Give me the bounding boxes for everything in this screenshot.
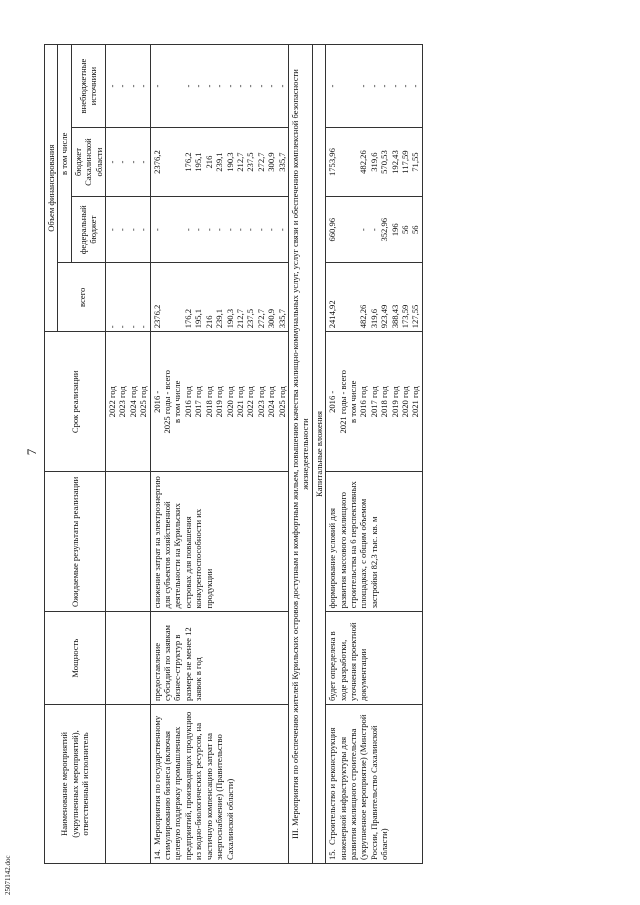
cell-line: 570,53 (379, 150, 390, 174)
header-name: Наименование мероприятий (укрупненных мероприятий), ответственный исполнитель (45, 704, 106, 863)
cell-line: - (389, 84, 400, 88)
table-row-continuation (106, 45, 151, 864)
cell-line: 117,59 (400, 150, 410, 174)
cell-line: - (400, 84, 410, 88)
cell-line: 216 (203, 315, 214, 329)
row15-power: будет определена в ходе разработки, уточнения проектной документации (326, 612, 423, 705)
cell-line (172, 131, 182, 193)
cell-line: - (266, 84, 277, 88)
cell-line: - (117, 325, 128, 329)
cell-line (172, 266, 182, 328)
cell-line: 195,1 (193, 308, 204, 329)
cell-line: - (107, 325, 118, 329)
cell-line: - (151, 228, 162, 232)
cell-line: 2025 год (276, 386, 287, 418)
cell-line: 56 (410, 225, 421, 235)
table-row-15 (326, 45, 423, 864)
cell-line: - (255, 228, 266, 232)
cell-line: 2019 год (389, 386, 400, 418)
cell-line (338, 131, 348, 193)
cell-line: 335,7 (276, 152, 287, 172)
cell-line: 190,3 (224, 308, 235, 329)
cell-line: - (214, 84, 225, 88)
cell-line: - (182, 84, 193, 88)
header-period: Срок реализации (45, 332, 106, 472)
cell-line: 352,96 (379, 217, 390, 242)
cell-line: - (193, 228, 204, 232)
cell-line: 212,7 (234, 152, 245, 172)
cell-line: 335,7 (276, 308, 287, 329)
row15-regional (326, 128, 423, 197)
cell-line: - (379, 84, 390, 88)
cell-line (348, 48, 358, 124)
cell-line (172, 48, 182, 124)
row15-extra (326, 45, 423, 128)
row15-total (326, 263, 423, 332)
cell-line: - (117, 228, 128, 232)
cell-line: 272,7 (255, 308, 266, 329)
cont-federal (106, 196, 151, 262)
cell-line: 2023 год (117, 386, 128, 418)
measures-table (44, 44, 423, 864)
header-federal: федеральный бюджет (71, 196, 105, 262)
cell-line: 2021 год (234, 386, 245, 418)
cell-line (338, 266, 348, 328)
row15-name: Строительство и реконструкция инженерной инфраструктуры для развития жилищного строительства (укрупненное мероприятие) (Минстрой России, Правительство Сахалинской области) (327, 714, 390, 860)
header-including: в том числе (58, 45, 71, 263)
cell-line (348, 266, 358, 328)
cont-extra (106, 45, 151, 128)
cell-line: 2017 год (368, 386, 379, 418)
cell-line: 2022 год (245, 386, 256, 418)
cell-line: 195,1 (193, 152, 204, 172)
cell-line: - (107, 160, 118, 164)
row14-number: 14. (151, 849, 162, 860)
cell-line: - (182, 228, 193, 232)
cell-line: - (138, 228, 149, 232)
cell-line: - (276, 84, 287, 88)
cell-line: - (245, 228, 256, 232)
cell-line: 2024 год (127, 386, 138, 418)
cell-line: 239,1 (214, 152, 225, 172)
row14-extra (150, 45, 288, 128)
document-id: 25071142.doc (4, 855, 12, 895)
row14-regional (150, 128, 288, 197)
header-total: всего (58, 263, 106, 332)
cell-line: 2020 год (400, 386, 410, 418)
row15-period (326, 332, 423, 472)
cell-line: 2016 - (151, 390, 162, 413)
cell-line (172, 200, 182, 259)
subsection-title: Капитальные вложения (312, 45, 325, 864)
cell-line: 2023 год (255, 386, 266, 418)
cell-line: 176,2 (182, 152, 193, 172)
cell-line: 300,9 (266, 308, 277, 329)
table-row-14 (150, 45, 288, 864)
cell-line: 2021 год (410, 386, 421, 418)
cell-line: - (138, 325, 149, 329)
cell-line: 482,26 (358, 304, 369, 329)
cell-line: - (234, 84, 245, 88)
cont-period (106, 332, 151, 472)
cell-line: 2019 год (214, 386, 225, 418)
rotated-landscape-content (20, 32, 580, 872)
header-results: Ожидаемые результаты реализации (45, 472, 106, 612)
cell-line (162, 200, 172, 259)
section-row (288, 45, 312, 864)
cell-line: - (276, 228, 287, 232)
cell-line (348, 200, 358, 259)
cell-line: - (203, 228, 214, 232)
cell-line: 2016 год (182, 386, 193, 418)
cell-line: в том числе (172, 380, 183, 424)
cell-line: 190,3 (224, 152, 235, 172)
cell-line: - (203, 84, 214, 88)
cell-line: - (138, 84, 149, 88)
row14-period (150, 332, 288, 472)
cell-line: 482,26 (358, 150, 369, 174)
cell-line: 2376,2 (151, 150, 162, 174)
cell-line (162, 131, 172, 193)
section-title: III. Мероприятия по обеспечению жителей Курильских островов доступным и комфортным жильем, повышению качества жилищно-коммунальных услуг, услуг связи и обеспечению комплексной безопасности жизнедеятельности (288, 45, 312, 864)
cell-line: - (224, 228, 235, 232)
cell-line: 71,55 (410, 152, 421, 172)
cell-line: 239,1 (214, 308, 225, 329)
header-funding: Объем финансирования (45, 45, 58, 332)
header-regional: бюджет Сахалинской области (71, 128, 105, 197)
cell-line: 319,6 (368, 152, 379, 172)
row14-federal (150, 196, 288, 262)
cell-line (338, 200, 348, 259)
cell-line: 216 (203, 155, 214, 169)
cell-line: 2016 год (358, 386, 369, 418)
cell-line: 212,7 (234, 308, 245, 329)
cell-line: - (107, 84, 118, 88)
cell-line: 2018 год (379, 386, 390, 418)
cell-line: 272,7 (255, 152, 266, 172)
cell-line: 2414,92 (327, 300, 338, 329)
row14-power: предоставление субсидий по заявкам бизнес-структур в размере не менее 12 заявок в год (150, 612, 288, 705)
cell-line: - (214, 228, 225, 232)
cont-regional (106, 128, 151, 197)
cell-line: - (127, 84, 138, 88)
page-number: 7 (24, 448, 39, 456)
row14-name: Мероприятия по государственному стимулированию бизнеса (включая целевую поддержку промышленных предприятий, производящих продукцию из водно-биологических ресурсов, на частичную компенсацию затрат на энергоснабжение) (Правительство Сахалинской области) (151, 711, 235, 860)
row15-results: формирование условий для развития массового жилищного строительства на 6 перспективных площадках, с общим объемом застройки 82,3 тыс. кв. м (326, 472, 423, 612)
cell-line: - (127, 228, 138, 232)
cell-line: 237,5 (245, 308, 256, 329)
row14-total (150, 263, 288, 332)
cell-line: - (327, 84, 338, 88)
cell-line: - (127, 160, 138, 164)
cell-line: 2017 год (193, 386, 204, 418)
cell-line: - (224, 84, 235, 88)
cell-line: - (107, 228, 118, 232)
cell-line: 127,55 (410, 304, 421, 329)
cell-line: - (245, 84, 256, 88)
header-power: Мощность (45, 612, 106, 705)
cell-line: 660,96 (327, 217, 338, 242)
cell-line: - (127, 325, 138, 329)
cell-line: 923,49 (379, 304, 390, 329)
cell-line: 2020 год (224, 386, 235, 418)
cell-line: 388,43 (389, 304, 400, 329)
cell-line: - (117, 160, 128, 164)
cell-line: 2022 год (107, 386, 118, 418)
cell-line: 2025 год (138, 386, 149, 418)
cell-line: - (368, 84, 379, 88)
cell-line: - (193, 84, 204, 88)
header-extra: внебюджетные источники (71, 45, 105, 128)
cell-line: 2025 годы - всего (162, 370, 173, 434)
cell-line: 176,2 (182, 308, 193, 329)
subsection-row (312, 45, 325, 864)
cell-line: 56 (400, 225, 410, 235)
row15-name-cell (326, 704, 423, 863)
cell-line (348, 131, 358, 193)
cell-line: - (234, 228, 245, 232)
cell-line (162, 266, 172, 328)
cell-line: 237,5 (245, 152, 256, 172)
row14-name-cell (150, 704, 288, 863)
cell-line: - (151, 84, 162, 88)
cell-line: 2021 годы - всего (337, 370, 348, 434)
cell-line: - (255, 84, 266, 88)
cell-line: - (358, 228, 369, 232)
cell-line: 2018 год (203, 386, 214, 418)
cell-line (162, 48, 172, 124)
cell-line: 300,9 (266, 152, 277, 172)
row14-results: снижение затрат на электроэнергию для субъектов хозяйственной деятельности на Курильских островах для повышения конкурентоспособности их продукции (150, 472, 288, 612)
cell-line: 196 (389, 223, 400, 237)
cell-line: - (410, 84, 421, 88)
cell-line: 173,59 (400, 304, 410, 329)
cell-line: 192,43 (389, 150, 400, 174)
cont-total (106, 263, 151, 332)
cell-line: 2024 год (266, 386, 277, 418)
cell-line: - (138, 160, 149, 164)
cell-line: - (266, 228, 277, 232)
cell-line: - (117, 84, 128, 88)
row15-number: 15. (327, 849, 338, 860)
cell-line: в том числе (347, 380, 358, 424)
cell-line: 2016 - (327, 390, 338, 413)
cell-line (338, 48, 348, 124)
cell-line: - (368, 228, 379, 232)
row15-federal (326, 196, 423, 262)
cell-line: 1753,96 (327, 148, 338, 177)
cell-line: - (358, 84, 369, 88)
cell-line: 2376,2 (151, 304, 162, 329)
cell-line: 319,6 (368, 308, 379, 329)
